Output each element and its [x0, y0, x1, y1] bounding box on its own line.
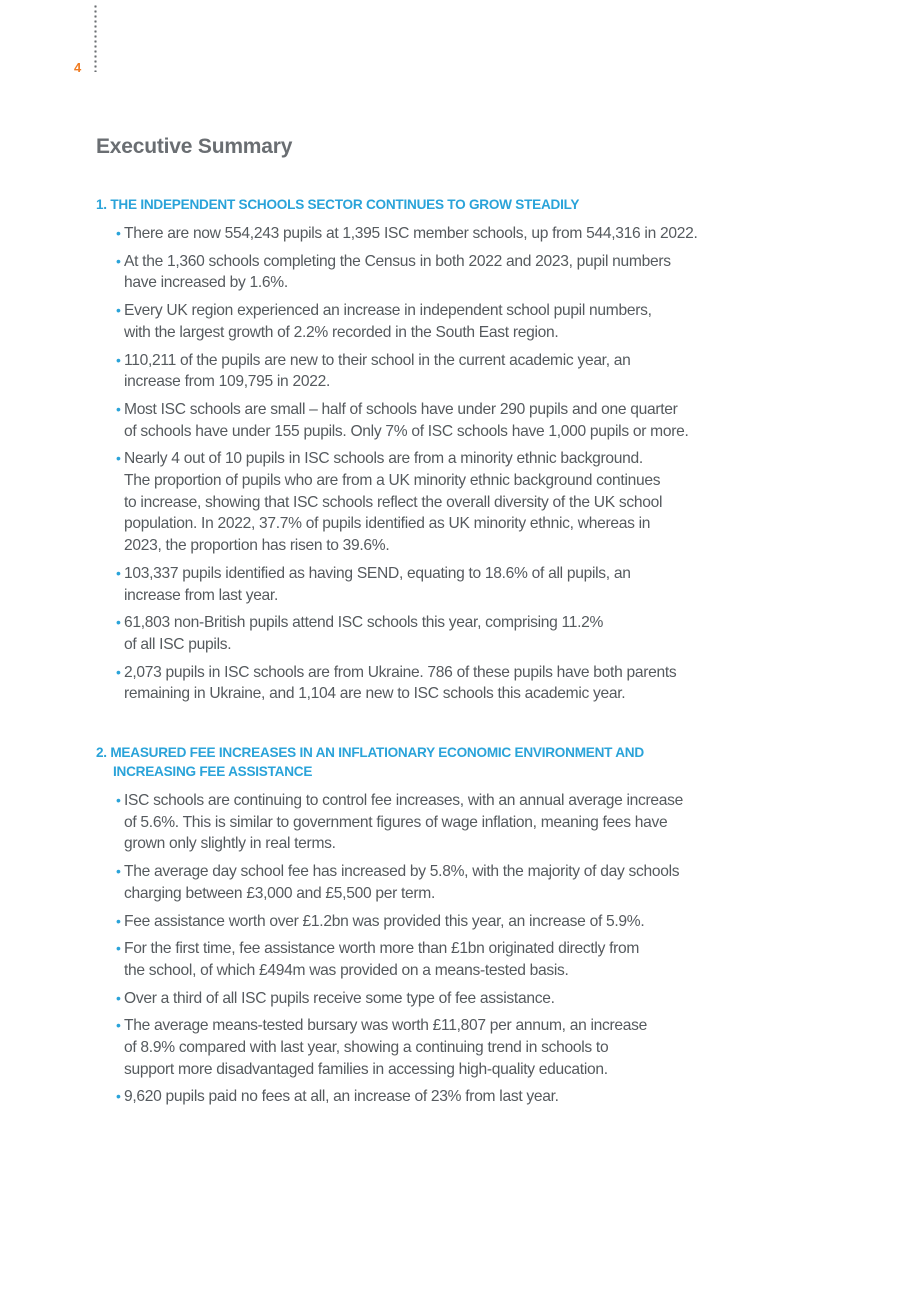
bullet-list [96, 790, 776, 1108]
list-item [96, 350, 776, 393]
list-item-line: Over a third of all ISC pupils receive some type of fee assistance. [124, 989, 555, 1007]
list-item-line: charging between £3,000 and £5,500 per term. [124, 884, 436, 902]
section-fees [96, 743, 776, 1114]
list-item [96, 988, 776, 1010]
list-item-line: the school, of which £494m was provided on a means-tested basis. [124, 961, 569, 979]
list-item-line: increase from last year. [124, 586, 278, 604]
list-item-line: remaining in Ukraine, and 1,104 are new to ISC schools this academic year. [124, 685, 626, 703]
list-item-line: of 8.9% compared with last year, showing a continuing trend in schools to [124, 1039, 609, 1057]
list-item [96, 1086, 776, 1108]
list-item-line: There are now 554,243 pupils at 1,395 ISC member schools, up from 544,316 in 2022. [124, 225, 698, 242]
list-item-line: The average day school fee has increased by 5.8%, with the majority of day schools [124, 863, 680, 881]
list-item-line: of 5.6%. This is similar to government figures of wage inflation, meaning fees have [124, 813, 668, 831]
bullet-icon: • [116, 940, 121, 957]
section-heading-text: 1. THE INDEPENDENT SCHOOLS SECTOR CONTINUES TO GROW STEADILY [96, 197, 580, 212]
list-item-line: with the largest growth of 2.2% recorded in the South East region. [124, 323, 559, 341]
bullet-icon: • [116, 1017, 121, 1034]
list-item-line: 61,803 non-British pupils attend ISC schools this year, comprising 11.2% [124, 614, 604, 632]
list-item-line: 110,211 of the pupils are new to their school in the current academic year, an [124, 351, 631, 369]
list-item-line: population. In 2022, 37.7% of pupils identified as UK minority ethnic, whereas in [124, 515, 651, 533]
list-item [96, 612, 776, 655]
section-heading-continuation: INCREASING FEE ASSISTANCE [113, 764, 313, 779]
bullet-icon: • [116, 252, 121, 269]
section-sector-growth [96, 195, 776, 711]
bullet-icon: • [116, 792, 121, 808]
list-item [96, 300, 776, 343]
list-item-line: support more disadvantaged families in accessing high-quality education. [124, 1060, 608, 1078]
list-item [96, 563, 776, 606]
list-item-line: The average means-tested bursary was worth £11,807 per annum, an increase [124, 1017, 648, 1035]
list-item-line: Every UK region experienced an increase in independent school pupil numbers, [124, 302, 652, 320]
bullet-icon: • [116, 225, 121, 241]
list-item-line: Fee assistance worth over £1.2bn was provided this year, an increase of 5.9%. [124, 912, 645, 930]
section-heading-text: 2. MEASURED FEE INCREASES IN AN INFLATIONARY ECONOMIC ENVIRONMENT AND [96, 745, 644, 760]
list-item-line: to increase, showing that ISC schools reflect the overall diversity of the UK school [124, 493, 663, 511]
list-item-line: 2023, the proportion has risen to 39.6%. [124, 537, 390, 555]
list-item-line: of schools have under 155 pupils. Only 7% of ISC schools have 1,000 pupils or more. [124, 422, 689, 440]
bullet-icon: • [116, 1088, 121, 1105]
list-item-line: For the first time, fee assistance worth more than £1bn originated directly from [124, 940, 640, 958]
list-item [96, 861, 776, 904]
list-item-line: of all ISC pupils. [124, 635, 232, 653]
list-item [96, 251, 776, 294]
list-item [96, 662, 776, 705]
bullet-icon: • [116, 989, 121, 1006]
bullet-icon: • [116, 564, 121, 581]
bullet-icon: • [116, 302, 121, 319]
dotted-margin-rule [94, 4, 97, 72]
bullet-list [96, 223, 776, 705]
list-item-line: ISC schools are continuing to control fee increases, with an annual average increase [124, 792, 684, 809]
bullet-icon: • [116, 912, 121, 929]
list-item-line: 103,337 pupils identified as having SEND, equating to 18.6% of all pupils, an [124, 564, 631, 582]
list-item [96, 448, 776, 557]
section-heading [96, 743, 776, 781]
list-item [96, 790, 776, 855]
section-heading [96, 195, 776, 214]
list-item [96, 938, 776, 981]
list-item-line: At the 1,360 schools completing the Census in both 2022 and 2023, pupil numbers [124, 252, 671, 270]
bullet-icon: • [116, 351, 121, 368]
bullet-icon: • [116, 663, 121, 680]
list-item [96, 399, 776, 442]
page-title: Executive Summary [96, 135, 293, 158]
list-item [96, 911, 776, 933]
list-item-line: 2,073 pupils in ISC schools are from Ukraine. 786 of these pupils have both parents [124, 663, 677, 681]
list-item-line: increase from 109,795 in 2022. [124, 373, 330, 391]
list-item [96, 1015, 776, 1080]
list-item-line: Nearly 4 out of 10 pupils in ISC schools are from a minority ethnic background. [124, 450, 643, 468]
page-number: 4 [74, 60, 82, 75]
bullet-icon: • [116, 863, 121, 880]
bullet-icon: • [116, 614, 121, 631]
list-item-line: The proportion of pupils who are from a UK minority ethnic background continues [124, 472, 661, 490]
bullet-icon: • [116, 450, 121, 467]
list-item-line: Most ISC schools are small – half of schools have under 290 pupils and one quarter [124, 400, 678, 418]
bullet-icon: • [116, 400, 121, 417]
list-item-line: grown only slightly in real terms. [124, 835, 336, 853]
list-item-line: have increased by 1.6%. [124, 274, 288, 292]
list-item-line: 9,620 pupils paid no fees at all, an increase of 23% from last year. [124, 1088, 559, 1106]
list-item [96, 223, 776, 245]
